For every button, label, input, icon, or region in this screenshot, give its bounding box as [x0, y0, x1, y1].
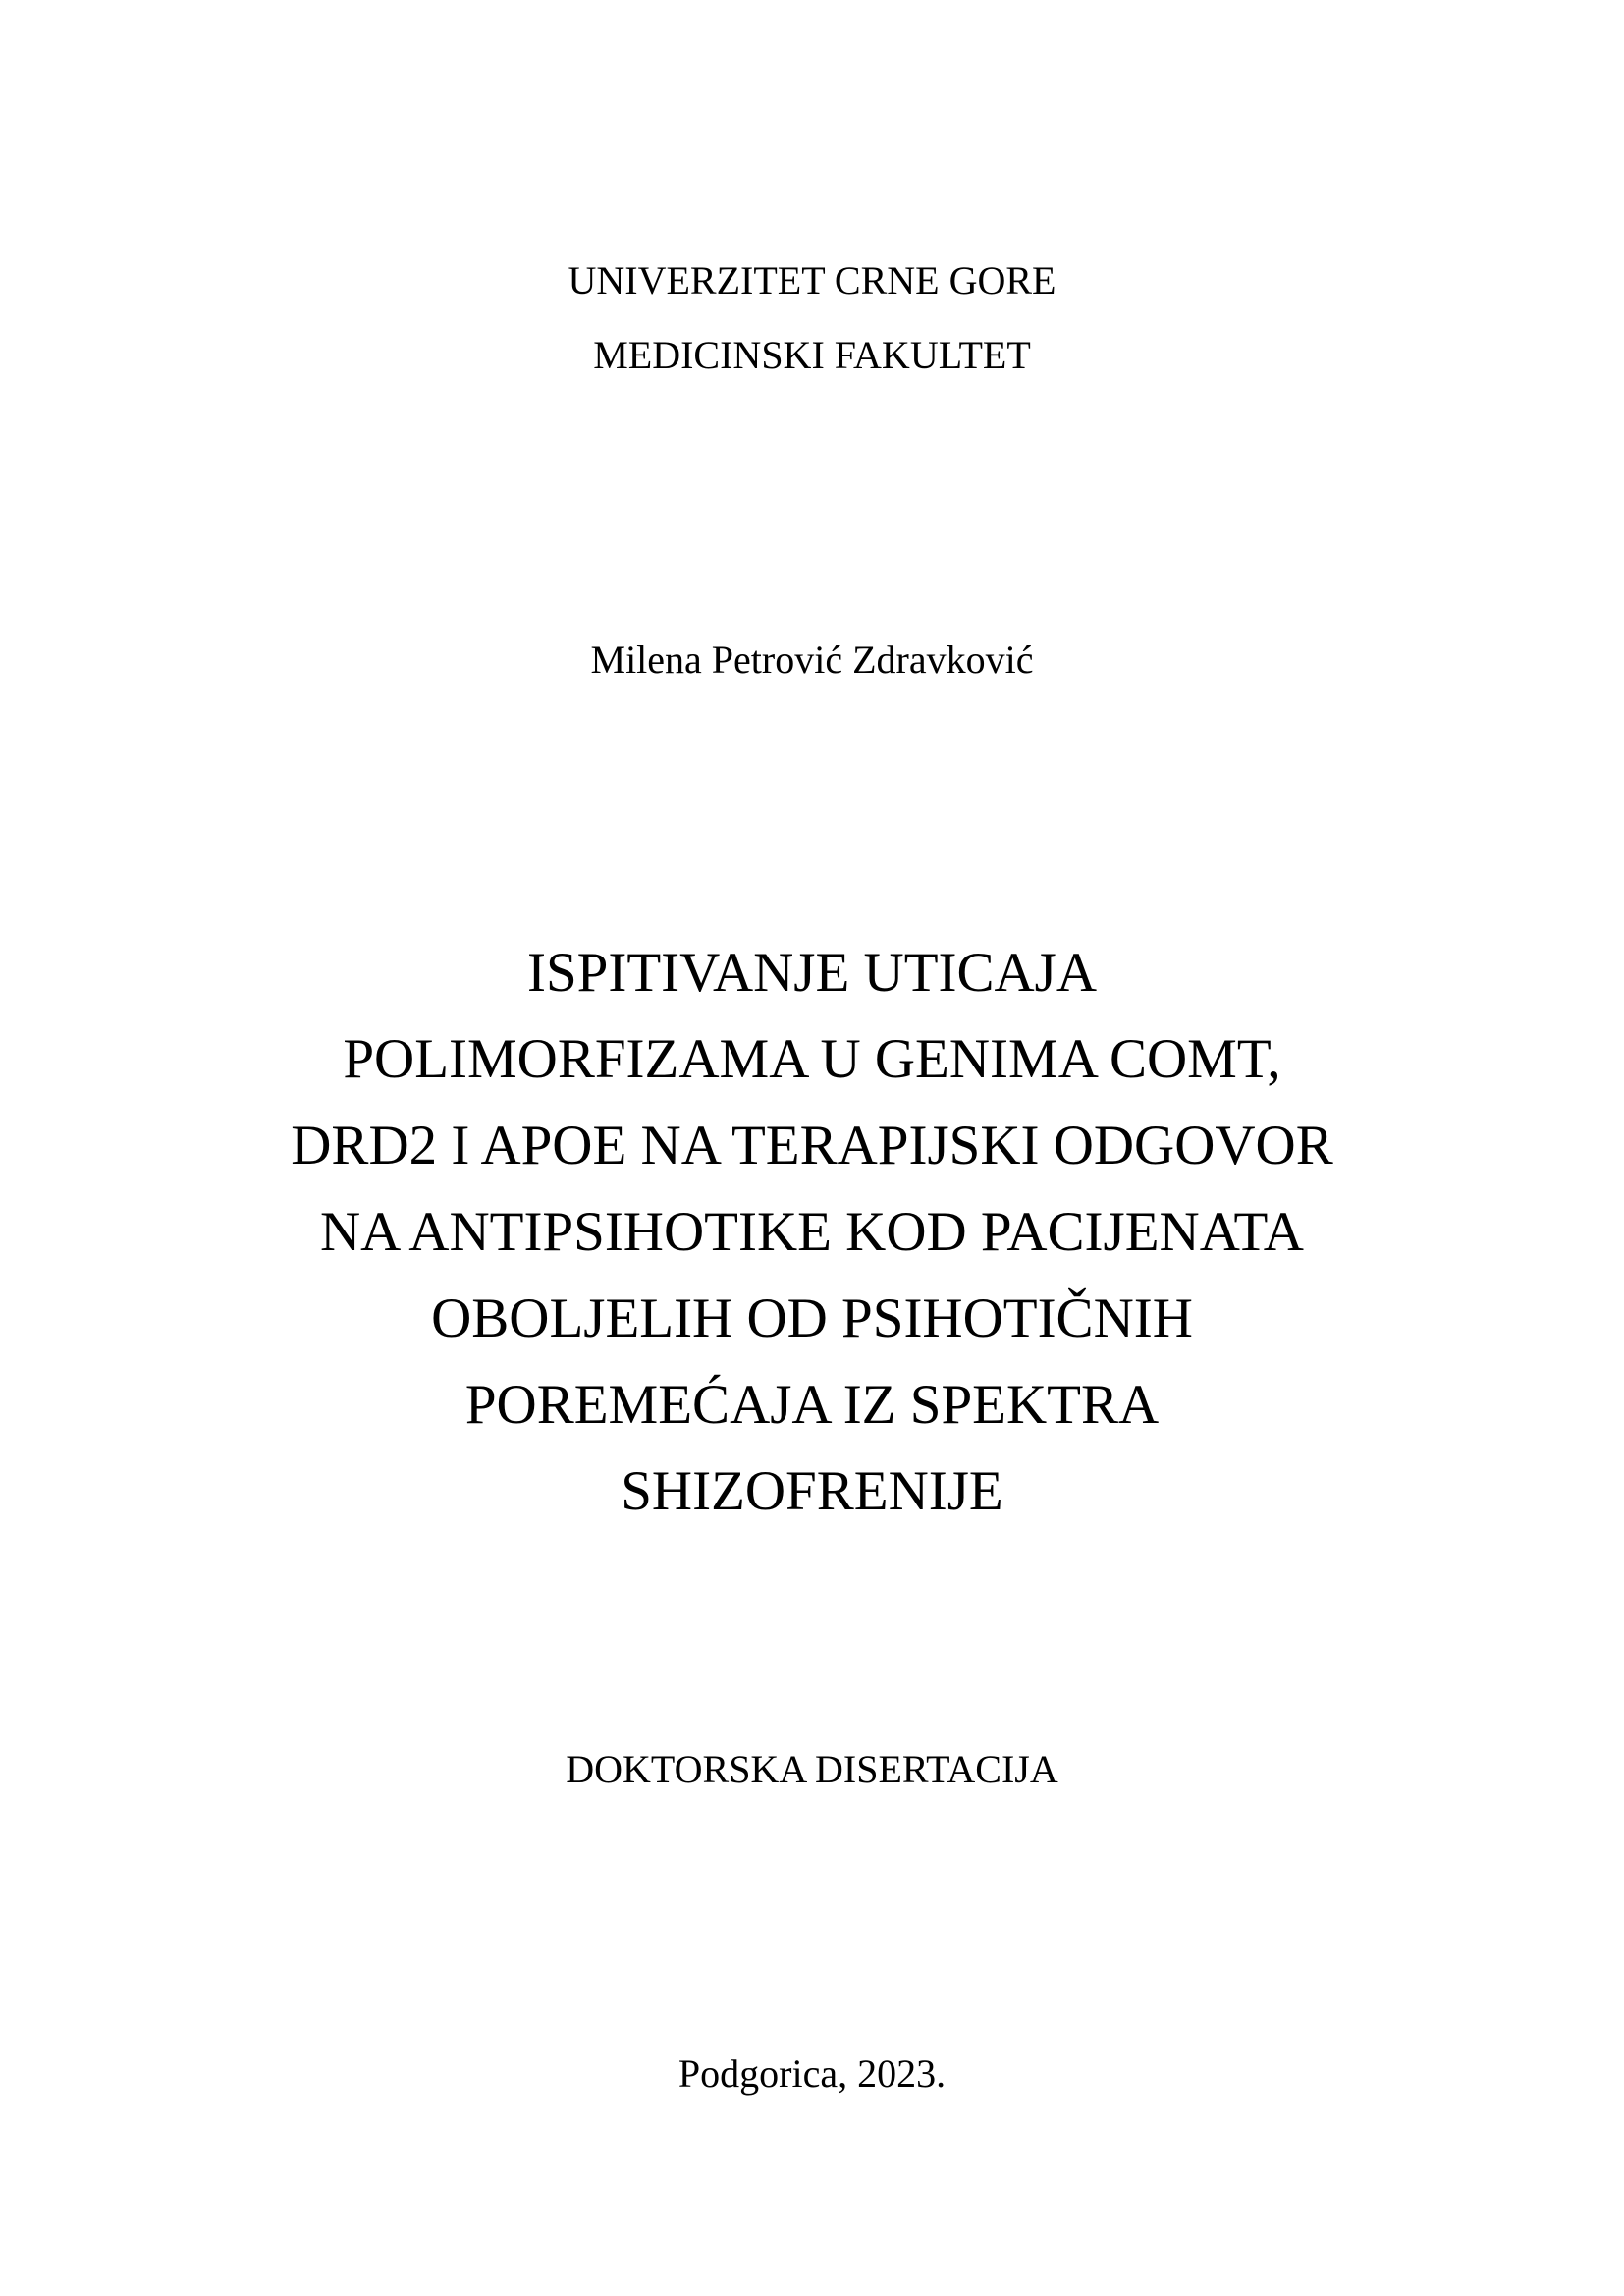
- university-name: UNIVERZITET CRNE GORE: [568, 258, 1056, 302]
- document-type: DOKTORSKA DISERTACIJA: [566, 1747, 1058, 1791]
- title-line: NA ANTIPSIHOTIKE KOD PACIJENATA: [320, 1201, 1304, 1263]
- title-line: ISPITIVANJE UTICAJA: [526, 942, 1098, 1004]
- title-line: OBOLJELIH OD PSIHOTIČNIH: [431, 1287, 1193, 1349]
- title-line: DRD2 I APOE NA TERAPIJSKI ODGOVOR: [291, 1115, 1333, 1176]
- title-line: POLIMORFIZAMA U GENIMA COMT,: [343, 1028, 1281, 1090]
- faculty-name: MEDICINSKI FAKULTET: [593, 333, 1031, 377]
- author-name: Milena Petrović Zdravković: [590, 637, 1034, 682]
- title-line: SHIZOFRENIJE: [621, 1460, 1003, 1522]
- place-and-year: Podgorica, 2023.: [677, 2051, 947, 2096]
- title-line: POREMEĆAJA IZ SPEKTRA: [464, 1374, 1160, 1436]
